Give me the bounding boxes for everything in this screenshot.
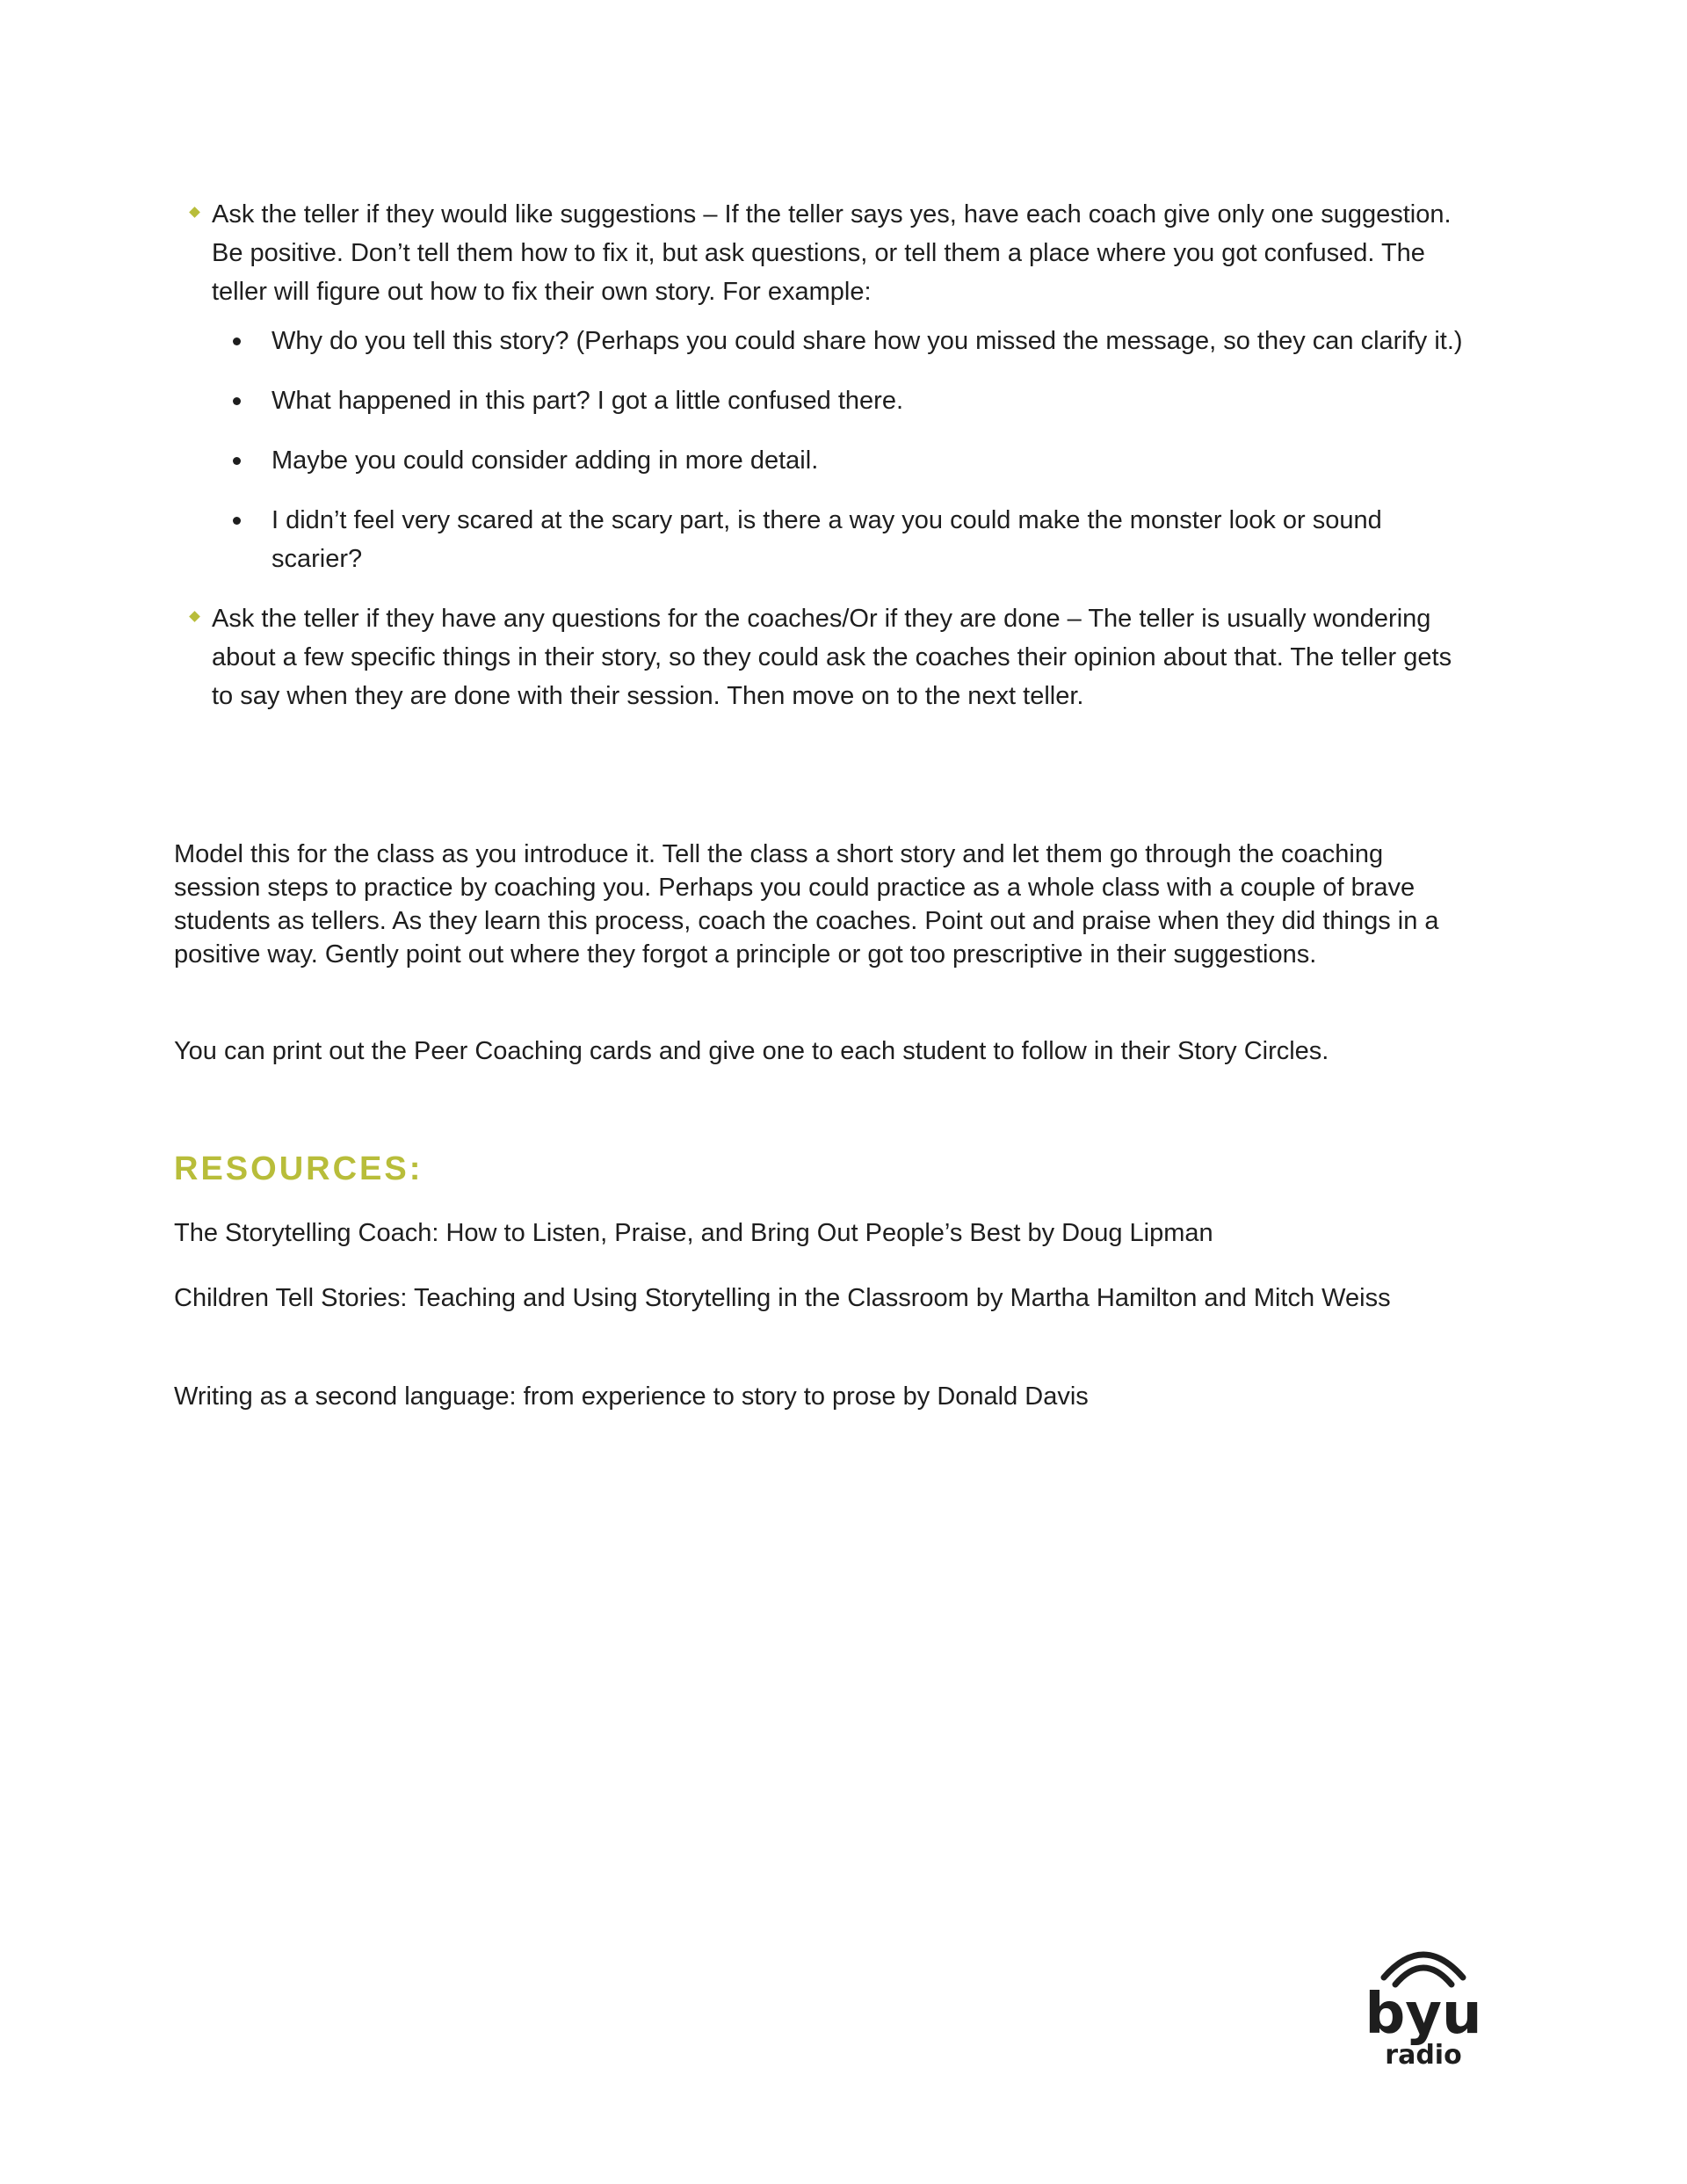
example-questions-list (212, 322, 1467, 578)
diamond-bullet-icon (189, 611, 200, 622)
dot-bullet-icon (233, 517, 241, 525)
list-item (189, 599, 1467, 715)
list-item (189, 195, 1467, 578)
resource-item: The Storytelling Coach: How to Listen, Praise, and Bring Out People’s Best by Doug Lipman (174, 1219, 1213, 1247)
list-item-text: I didn’t feel very scared at the scary part, is there a way you could make the monster look or sound scarier? (272, 506, 1382, 573)
list-item-text: What happened in this part? I got a little confused there. (272, 387, 904, 415)
resource-item: Writing as a second language: from experience to story to prose by Donald Davis (174, 1382, 1089, 1411)
list-item-text: Maybe you could consider adding in more detail. (272, 446, 819, 475)
list-item-text: Ask the teller if they have any questions for the coaches/Or if they are done – The teller is usually wondering about a few specific things in their story, so they could ask the coaches their opinion about that. The teller gets to say when they are done with their session. Then move on to the next teller. (212, 605, 1452, 710)
print-cards-paragraph: You can print out the Peer Coaching cards and give one to each student to follow in their Story Circles. (174, 1037, 1329, 1065)
byu-radio-logo (1353, 1934, 1494, 2074)
logo-sub-text: radio (1385, 2040, 1462, 2071)
suggestion-steps-list (189, 195, 1467, 715)
list-item (212, 381, 1467, 420)
diamond-bullet-icon (189, 207, 200, 218)
resources-heading: RESOURCES: (174, 1150, 424, 1187)
logo-brand-text: byu (1365, 1982, 1482, 2047)
dot-bullet-icon (233, 337, 241, 345)
list-item (212, 441, 1467, 480)
resource-item: Children Tell Stories: Teaching and Using Storytelling in the Classroom by Martha Hamilton and Mitch Weiss (174, 1284, 1391, 1312)
modeling-paragraph: Model this for the class as you introduce it. Tell the class a short story and let them go through the coaching session steps to practice by coaching you. Perhaps you could practice as a whole class with a couple of brave students as tellers. As they learn this process, coach the coaches. Point out and praise when they did things in a positive way. Gently point out where they forgot a principle or got too prescriptive in their suggestions. (174, 840, 1439, 969)
list-item-text: Why do you tell this story? (Perhaps you could share how you missed the message, so they can clarify it.) (272, 327, 1463, 355)
dot-bullet-icon (233, 397, 241, 405)
list-item (212, 322, 1467, 360)
list-item (212, 501, 1467, 578)
list-item-text: Ask the teller if they would like suggestions – If the teller says yes, have each coach give only one suggestion. Be positive. Don’t tell them how to fix it, but ask questions, or tell them a place where you got confused. The teller will figure out how to fix their own story. For example: (212, 200, 1452, 306)
dot-bullet-icon (233, 457, 241, 465)
